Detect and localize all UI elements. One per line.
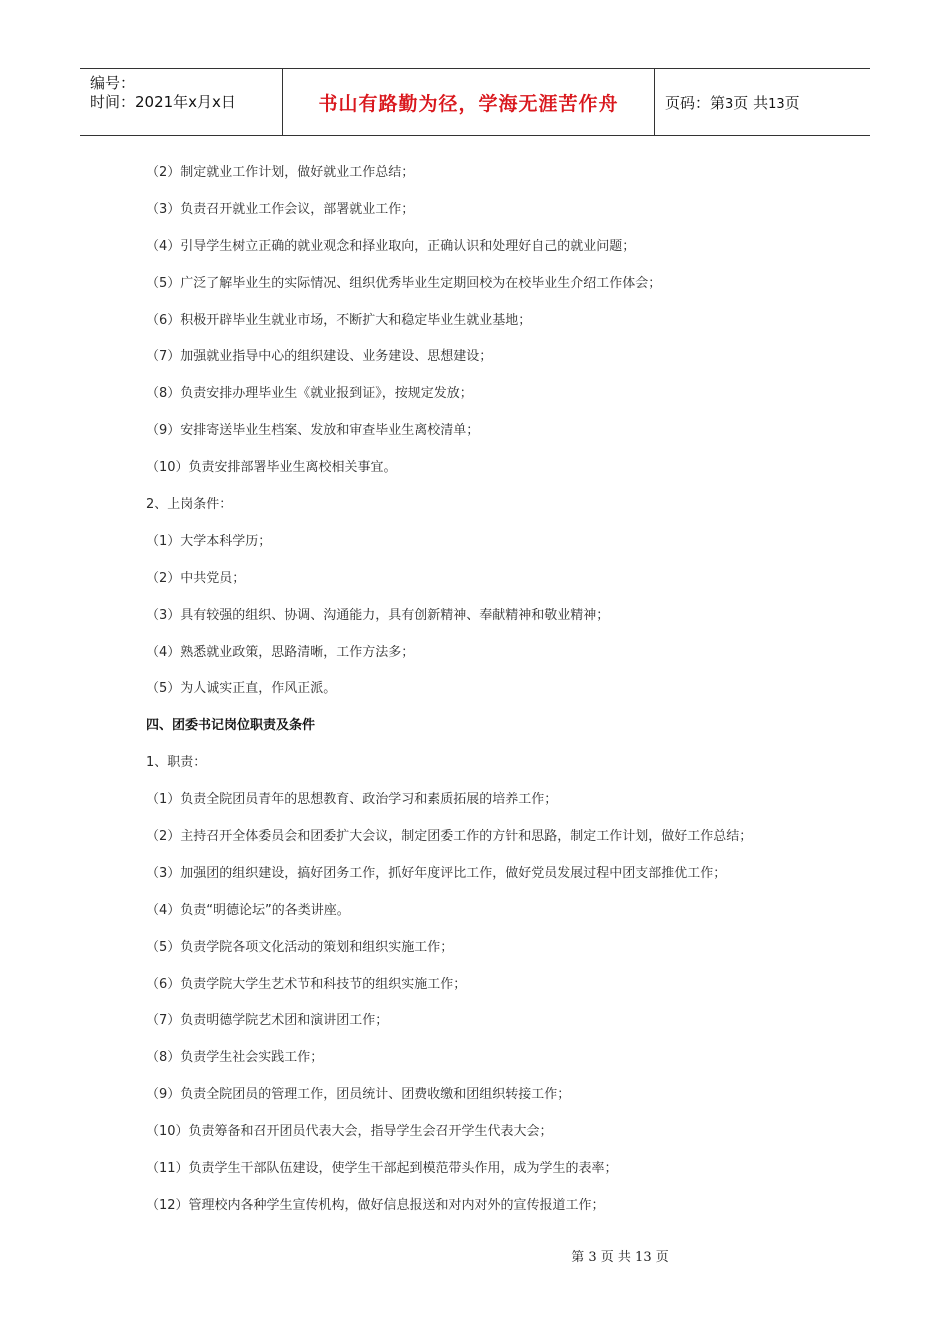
text-line: （2）制定就业工作计划，做好就业工作总结； [146,165,415,180]
text-line: （9）负责全院团员的管理工作，团员统计、团费收缴和团组织转接工作； [146,1087,571,1103]
text-line: （9）安排寄送毕业生档案、发放和审查毕业生离校清单； [146,423,480,439]
document-body [146,155,866,1225]
page-header [80,68,870,136]
text-line: （4）熟悉就业政策，思路清晰，工作方法多； [146,644,415,660]
text-line: （1）大学本科学历； [146,533,272,549]
text-line: （11）负责学生干部队伍建设，使学生干部起到模范带头作用，成为学生的表率； [146,1161,618,1177]
page-prefix: 页码：第 [665,93,726,112]
text-line: （4）引导学生树立正确的就业观念和择业取向，正确认识和处理好自己的就业问题； [146,238,636,254]
header-motto-cell [282,69,655,135]
text-line: （2）主持召开全体委员会和团委扩大会议，制定团委工作的方针和思路，制定工作计划，做好工作总结； [146,829,753,845]
document-date: 时间：2021年x月x日 [90,93,236,111]
text-line: （6）积极开辟毕业生就业市场，不断扩大和稳定毕业生就业基地； [146,312,532,328]
text-line: （5）负责学院各项文化活动的策划和组织实施工作； [146,939,454,955]
text-line: 2、上岗条件： [146,497,233,513]
page-footer: 第 3 页 共 13 页 [571,1250,669,1265]
page-suffix: 页 [784,93,800,112]
section-heading: 四、团委书记岗位职责及条件 [146,718,316,734]
text-line: （12）管理校内各种学生宣传机构，做好信息报送和对内对外的宣传报道工作； [146,1197,605,1213]
text-line: （8）负责学生社会实践工作； [146,1050,324,1066]
header-left-cell [80,69,282,135]
text-line: 1、职责： [146,755,207,771]
text-line: （10）负责安排部署毕业生离校相关事宜。 [146,460,397,476]
page-total: 13 [768,96,785,112]
page-current: 3 [725,96,734,112]
text-line: （7）加强就业指导中心的组织建设、业务建设、思想建设； [146,349,493,365]
text-line: （3）负责召开就业工作会议，部署就业工作； [146,201,415,217]
text-line: （7）负责明德学院艺术团和演讲团工作； [146,1013,389,1029]
text-line: （3）加强团的组织建设，搞好团务工作，抓好年度评比工作，做好党员发展过程中团支部推优工作； [146,865,727,881]
header-page-info [665,92,800,113]
text-line: （3）具有较强的组织、协调、沟通能力，具有创新精神、奉献精神和敬业精神； [146,607,610,623]
document-number-label: 编号： [90,74,136,92]
text-line: （8）负责安排办理毕业生《就业报到证》，按规定发放； [146,386,473,402]
text-line: （2）中共党员； [146,570,246,586]
page-mid: 页 共 [733,93,769,112]
text-line: （10）负责筹备和召开团员代表大会，指导学生会召开学生代表大会； [146,1124,553,1140]
text-line: （6）负责学院大学生艺术节和科技节的组织实施工作； [146,976,467,992]
text-line: （4）负责“明德论坛”的各类讲座。 [146,902,350,918]
header-page-cell [655,69,870,135]
text-line: （5）为人诚实正直，作风正派。 [146,681,337,697]
text-line: （5）广泛了解毕业生的实际情况、组织优秀毕业生定期回校为在校毕业生介绍工作体会； [146,275,662,291]
text-line: （1）负责全院团员青年的思想教育、政治学习和素质拓展的培养工作； [146,792,558,808]
header-motto: 书山有路勤为径，学海无涯苦作舟 [318,92,619,115]
